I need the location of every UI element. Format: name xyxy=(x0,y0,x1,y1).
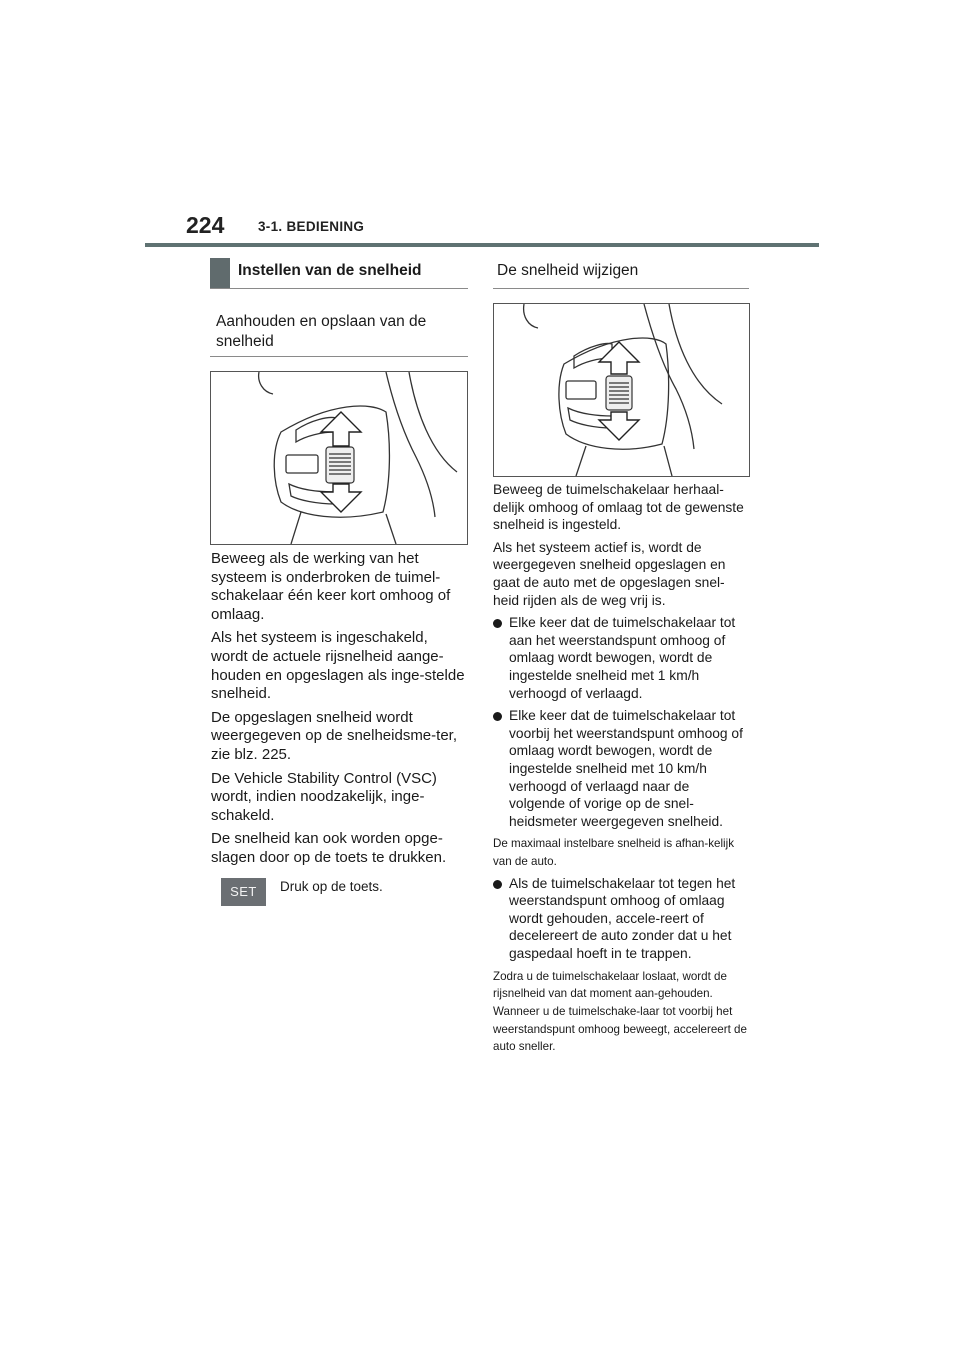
bullet-text: Elke keer dat de tuimelschakelaar tot voorbij het weerstandspunt omhoog of omlaag wordt bewogen, wordt de ingestelde snelheid met 10 km/h verhoogd of verlaagd naar de volgende of vorige op de snel-heidsmeter weergegeven snelheid. xyxy=(509,708,743,829)
set-caption: Druk op de toets. xyxy=(280,879,383,894)
steering-wheel-switch-illustration xyxy=(493,303,750,477)
bullet-dot-icon xyxy=(493,712,502,721)
rocker-switch xyxy=(326,447,354,483)
paragraph: De Vehicle Stability Control (VSC) wordt, indien noodzakelijk, inge-schakeld. xyxy=(211,769,437,824)
section-heading-text: Instellen van de snelheid xyxy=(238,262,422,279)
bullet-dot-icon xyxy=(493,880,502,889)
header-rule xyxy=(145,243,819,247)
page-number: 224 xyxy=(186,212,225,238)
note: Zodra u de tuimelschakelaar loslaat, wordt de rijsnelheid van dat moment aan-gehouden. Wanneer u de tuimelschake-laar tot voorbij het weerstandspunt omhoog beweegt, accelereert de auto sneller. xyxy=(493,969,747,1054)
subsection-heading-text: De snelheid wijzigen xyxy=(497,262,639,279)
note: De maximaal instelbare snelheid is afhan-kelijk van de auto. xyxy=(493,837,735,868)
paragraph: De opgeslagen snelheid wordt weergegeven op de snelheidsme-ter, zie blz. 225. xyxy=(211,708,457,763)
wheel-outline xyxy=(259,372,457,544)
paragraph: Beweeg als de werking van het systeem is onderbroken de tuimel-schakelaar één keer kort omhoog of omlaag. xyxy=(211,550,451,623)
bullet-text: Als de tuimelschakelaar tot tegen het weerstandspunt omhoog of omlaag wordt gehouden, accele-reert of decelereert de auto zonder dat u het gaspedaal hoeft in te trappen. xyxy=(509,875,736,962)
subheading xyxy=(210,310,468,357)
bullet-item xyxy=(493,707,749,830)
paragraph: Als het systeem actief is, wordt de weergegeven snelheid opgeslagen en gaat de auto met de opgeslagen snel-heid rijden als de weg vrij is. xyxy=(493,539,726,608)
left-column-text xyxy=(211,550,467,873)
steering-wheel-switch-illustration xyxy=(210,371,468,545)
section-heading xyxy=(210,258,468,289)
bullet-dot-icon xyxy=(493,619,502,628)
subsection-heading xyxy=(493,258,749,289)
right-column-text xyxy=(493,481,749,1060)
heading-marker xyxy=(210,258,230,288)
paragraph: De snelheid kan ook worden opge-slagen door op de toets te drukken. xyxy=(211,830,447,866)
set-button-icon: SET xyxy=(221,878,266,906)
bullet-text: Elke keer dat de tuimelschakelaar tot aan het weerstandspunt omhoog of omlaag wordt bewogen, wordt de ingestelde snelheid met 1 km/h verhoogd of verlaagd. xyxy=(509,615,736,701)
paragraph: Als het systeem is ingeschakeld, wordt de actuele rijsnelheid aange-houden en opgeslagen als inge-stelde snelheid. xyxy=(211,629,465,703)
rocker-switch xyxy=(606,376,632,410)
subheading-text: Aanhouden en opslaan van de snelheid xyxy=(216,313,427,350)
bullet-item xyxy=(493,614,749,702)
paragraph: Beweeg de tuimelschakelaar herhaal-delijk omhoog of omlaag tot de gewenste snelheid is ingesteld. xyxy=(493,482,744,533)
bullet-item xyxy=(493,875,749,963)
section-title: 3-1. BEDIENING xyxy=(258,219,365,234)
